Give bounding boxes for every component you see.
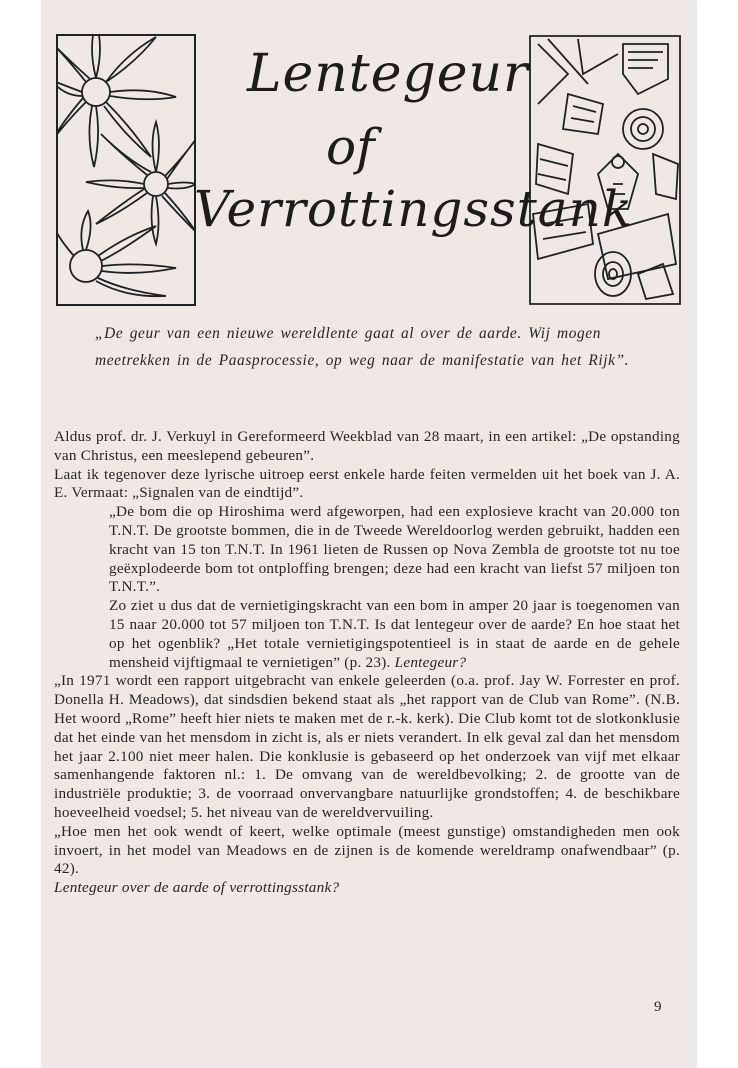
title-header [42, 0, 696, 310]
title-lentegeur: Lentegeur [247, 44, 529, 104]
citation-2-italic: Lentegeur? [394, 653, 467, 671]
paragraph-4: „Hoe men het ook wendt of keert, welke optimale (meest gunstige) omstandigheden men ook invoert, in het model van Meadows en de zijnen is de komende wereldramp onafwendbaar” (p. 42). [54, 822, 680, 878]
document-page [42, 0, 696, 1068]
citation-2 [109, 597, 680, 672]
citation-1: „De bom die op Hiroshima werd afgeworpen, had een explosieve kracht van 20.000 ton T.N.T. De grootste bommen, die in de Tweede Wereldoorlog werden gebruikt, hadden een kracht van 15 ton T.N.T. In 1961 lieten de Russen op Nova Zembla de grootste tot nu toe geëxplodeerde bom tot ontploffing brengen; deze had een kracht van liefst 57 miljoen ton T.N.T.”. [109, 503, 680, 596]
title-of: of [326, 118, 375, 176]
daisy-flowers-illustration [56, 34, 196, 306]
page-number: 9 [654, 999, 662, 1015]
title-verrottingsstank: Verrottingsstank [194, 180, 634, 238]
collage-illustration [528, 34, 682, 306]
paragraph-2: Laat ik tegenover deze lyrische uitroep eerst enkele harde feiten vermelden uit het boek van J. A. E. Vermaat: „Signalen van de eindtijd”. [54, 465, 680, 502]
paragraph-1: Aldus prof. dr. J. Verkuyl in Gereformeerd Weekblad van 28 maart, in een artikel: „De opstanding van Christus, een meeslepend gebeuren”. [54, 428, 680, 464]
citation-2-text: Zo ziet u dus dat de vernietigingskracht van een bom in amper 20 jaar is toegenomen van 15 naar 20.000 tot 57 miljoen ton T.N.T. Is dat lentegeur over de aarde? En hoe staat het op het ogenblik? „Het totale vernietigingspotentieel is in staat de aarde en de gehele mensheid vijftigmaal te vernietigen” (p. 23). [109, 597, 680, 671]
intro-quote-text: „De geur van een nieuwe wereldlente gaat al over de aarde. Wij mogen meetrekken in de Paasprocessie, op weg naar de manifestatie van het Rijk”. [95, 325, 630, 369]
intro-quote [95, 320, 655, 374]
article-body [54, 428, 680, 898]
paragraph-3: „In 1971 wordt een rapport uitgebracht van enkele geleerden (o.a. prof. Jay W. Forrester en prof. Donella H. Meadows), dat sindsdien bekend staat als „het rapport van de Club van Rome”. (N.B. Het woord „Rome” heeft hier niets te maken met de r.-k. kerk). Die Club komt tot de slotkonklusie dat het einde van het mensdom in zicht is, als er niets verandert. In elk geval zal dan het mensdom het jaar 2.100 niet meer halen. Die konklusie is gebaseerd op het onderzoek van vijf met elkaar samenhangende faktoren nl.: 1. De omvang van de wereldbevolking; 2. de grootte van de industriële produktie; 3. de voorraad onvervangbare natuurlijke grondstoffen; 4. de beschikbare hoeveelheid voedsel; 5. het niveau van de wereldvervuiling. [54, 672, 680, 821]
closing-question: Lentegeur over de aarde of verrottingsstank? [54, 879, 340, 897]
paragraph-5 [54, 879, 680, 898]
